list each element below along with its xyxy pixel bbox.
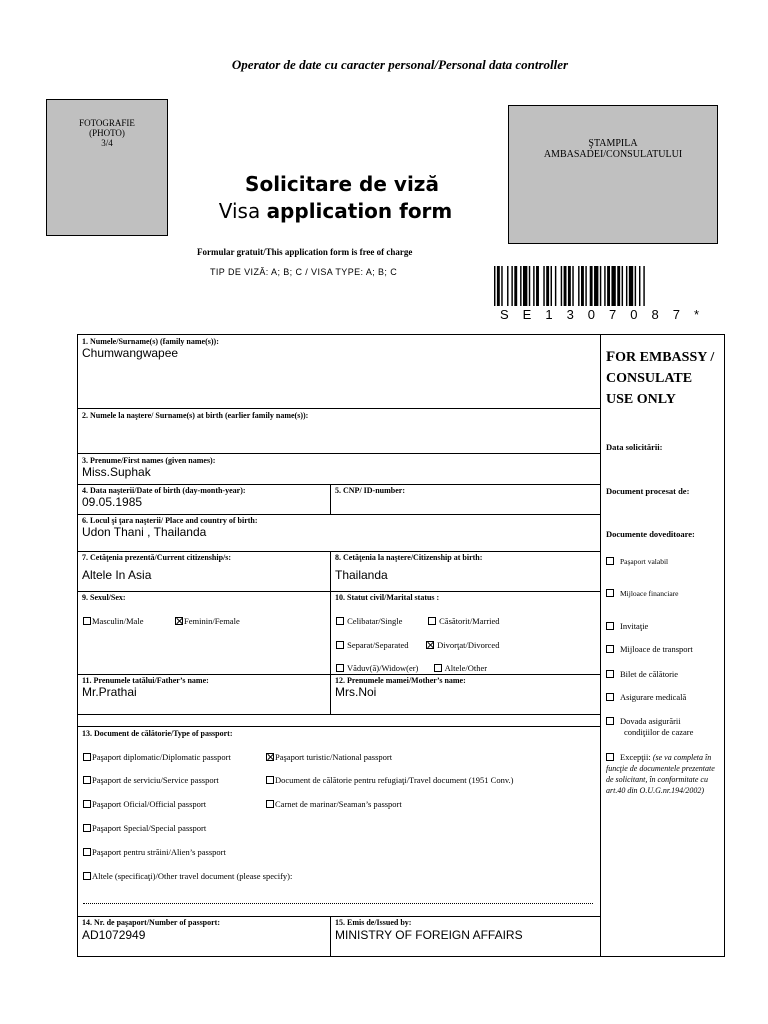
special-label: Paşaport Special/Special passport xyxy=(92,823,207,833)
father-name-value: Mr.Prathai xyxy=(82,685,137,699)
option-other-status[interactable] xyxy=(434,663,487,674)
barcode-bar xyxy=(629,266,633,306)
barcode-bar xyxy=(520,266,521,306)
exceptions-checkbox[interactable] xyxy=(606,753,614,761)
option-divorced[interactable] xyxy=(426,640,499,651)
alien-label: Paşaport pentru străini/Alien’s passport xyxy=(92,847,226,857)
diplomatic-label: Paşaport diplomatic/Diplomatic passport xyxy=(92,752,231,762)
option-accommodation[interactable] xyxy=(606,716,693,738)
current-citizenship-label: 7. Cetăţenia prezentă/Current citizenship/s: xyxy=(82,553,232,562)
passport-number-value: AD1072949 xyxy=(82,928,146,942)
barcode-bar xyxy=(564,266,567,306)
barcode-bar xyxy=(611,266,615,306)
surname-at-birth-label: 2. Numele la naştere/ Surname(s) at birth (earlier family name(s)): xyxy=(82,411,309,420)
other-document-dotted-line[interactable] xyxy=(83,903,593,904)
passport-type-label: 13. Document de călătorie/Type of passport: xyxy=(82,729,233,738)
medical-insurance-checkbox[interactable] xyxy=(606,693,614,701)
option-diplomatic-passport[interactable] xyxy=(83,752,231,763)
stamp-label-1: ŞTAMPILA xyxy=(588,138,638,149)
barcode-bar xyxy=(536,266,539,306)
date-of-birth-value: 09.05.1985 xyxy=(82,495,143,509)
transport-label: Mijloace de transport xyxy=(620,644,693,654)
mother-name-label: 12. Prenumele mamei/Mother’s name: xyxy=(335,676,466,685)
cnp-label: 5. CNP/ ID-number: xyxy=(335,486,405,495)
place-of-birth-value: Udon Thani , Thailanda xyxy=(82,525,207,539)
national-label: Paşaport turistic/National passport xyxy=(275,752,393,762)
embassy-title-line1: OR EMBASSY / xyxy=(615,350,715,365)
issued-by-label: 15. Emis de/Issued by: xyxy=(335,918,412,927)
separated-checkbox[interactable] xyxy=(336,641,344,649)
option-official-passport[interactable] xyxy=(83,799,206,810)
option-male[interactable] xyxy=(83,616,143,627)
surname-label: 1. Numele/Surname(s) (family name(s)): xyxy=(82,337,219,346)
barcode-bar xyxy=(607,266,610,306)
barcode-bar xyxy=(581,266,584,306)
option-separated[interactable] xyxy=(336,640,408,651)
widow-label: Văduv(ă)/Widow(er) xyxy=(346,663,419,673)
option-financial-means[interactable] xyxy=(606,588,679,599)
option-invitation[interactable] xyxy=(606,621,648,632)
option-ticket[interactable] xyxy=(606,669,678,680)
exceptions-label: Excepţii: xyxy=(620,752,651,762)
field-surname-at-birth[interactable] xyxy=(78,409,601,454)
option-seaman-passport[interactable] xyxy=(266,799,402,810)
marital-status-label: 10. Statut civil/Marital status : xyxy=(335,593,440,602)
medical-insurance-label: Asigurare medicală xyxy=(620,692,687,702)
photo-label-3: 3/4 xyxy=(101,138,113,148)
financial-means-label: Mijloace financiare xyxy=(620,589,679,598)
single-label: Celibatar/Single xyxy=(347,616,403,626)
barcode-bar xyxy=(529,266,530,306)
special-checkbox[interactable] xyxy=(83,824,91,832)
field-date-of-birth[interactable] xyxy=(78,485,331,515)
barcode-bar xyxy=(572,266,573,306)
valid-passport-label: Paşaport valabil xyxy=(620,557,669,566)
barcode-number: SE1307087* xyxy=(500,307,714,322)
sex-label: 9. Sexul/Sex: xyxy=(82,593,126,602)
ticket-checkbox[interactable] xyxy=(606,670,614,678)
current-citizenship-value: Altele In Asia xyxy=(82,568,152,582)
field-place-of-birth[interactable] xyxy=(78,515,601,552)
embassy-title-first-letter: F xyxy=(606,349,616,365)
application-date-label: Data solicitării: xyxy=(606,442,663,452)
supporting-documents-label: Documente doveditoare: xyxy=(606,529,695,539)
barcode-bar xyxy=(561,266,562,306)
field-first-names[interactable] xyxy=(78,454,601,485)
male-checkbox[interactable] xyxy=(83,617,91,625)
barcode-bar xyxy=(551,266,552,306)
field-cnp[interactable] xyxy=(331,485,601,515)
form-title-en xyxy=(0,199,671,223)
other-document-checkbox[interactable] xyxy=(83,872,91,880)
married-label: Căsătorit/Married xyxy=(439,616,500,626)
passport-number-label: 14. Nr. de paşaport/Number of passport: xyxy=(82,918,221,927)
divorced-checkbox[interactable] xyxy=(426,641,434,649)
invitation-checkbox[interactable] xyxy=(606,622,614,630)
option-transport[interactable] xyxy=(606,644,693,655)
barcode-bar xyxy=(497,266,500,306)
exceptions-note: (se va completa în funcţie de documentele prezentate de solicitant, în conformitate cu art.40 din O.U.G.nr.194/2002) xyxy=(606,753,715,795)
issued-by-value: MINISTRY OF FOREIGN AFFAIRS xyxy=(335,928,523,942)
free-of-charge-note: Formular gratuit/This application form is free of charge xyxy=(197,247,413,257)
application-form xyxy=(77,334,725,957)
embassy-use-column xyxy=(602,335,724,956)
barcode-bar xyxy=(622,266,623,306)
barcode-bar xyxy=(585,266,586,306)
barcode-bar xyxy=(514,266,517,306)
option-service-passport[interactable] xyxy=(83,775,219,786)
financial-means-checkbox[interactable] xyxy=(606,589,614,597)
barcode-bar xyxy=(617,266,620,306)
barcode-bar xyxy=(546,266,549,306)
stamp-label-2: AMBASADEI/CONSULATULUI xyxy=(543,149,683,160)
divorced-label: Divorţat/Divorced xyxy=(437,640,500,650)
female-label: Feminin/Female xyxy=(184,616,240,626)
surname-value: Chumwangwapee xyxy=(82,346,179,360)
embassy-title-line2: CONSULATE xyxy=(606,371,693,386)
transport-checkbox[interactable] xyxy=(606,645,614,653)
field-passport-number[interactable] xyxy=(78,917,331,957)
barcode-bar xyxy=(626,266,627,306)
seaman-checkbox[interactable] xyxy=(266,800,274,808)
valid-passport-checkbox[interactable] xyxy=(606,557,614,565)
other-status-label: Altele/Other xyxy=(444,663,488,673)
barcode-bar xyxy=(604,266,605,306)
field-passport-type xyxy=(78,727,601,917)
barcode-bar xyxy=(568,266,571,306)
citizenship-at-birth-label: 8. Cetăţenia la naştere/Citizenship at birth: xyxy=(335,553,483,562)
barcode-bar xyxy=(501,266,502,306)
barcode-bar xyxy=(578,266,579,306)
accommodation-label-2: condiţiilor de cazare xyxy=(624,727,694,737)
field-father-name[interactable] xyxy=(78,675,331,715)
title-en-bold: application form xyxy=(266,199,453,223)
refugee-checkbox[interactable] xyxy=(266,776,274,784)
first-names-label: 3. Prenume/First names (given names): xyxy=(82,456,216,465)
official-label: Paşaport Oficial/Official passport xyxy=(92,799,207,809)
field-surname[interactable] xyxy=(78,335,601,409)
option-married[interactable] xyxy=(428,616,500,627)
barcode-bar xyxy=(590,266,593,306)
option-female[interactable] xyxy=(175,616,240,627)
option-alien-passport[interactable] xyxy=(83,847,226,858)
barcode-bar xyxy=(600,266,601,306)
barcode-bar xyxy=(635,266,636,306)
embassy-title xyxy=(606,347,720,410)
field-sex xyxy=(78,592,331,675)
barcode-bar xyxy=(494,266,495,306)
single-checkbox[interactable] xyxy=(336,617,344,625)
field-issued-by[interactable] xyxy=(331,917,601,957)
form-title-ro: Solicitare de viză xyxy=(245,172,439,196)
national-checkbox[interactable] xyxy=(266,753,274,761)
service-checkbox[interactable] xyxy=(83,776,91,784)
ticket-label: Bilet de călătorie xyxy=(620,669,679,679)
invitation-label: Invitaţie xyxy=(620,621,649,631)
other-status-checkbox[interactable] xyxy=(434,664,442,672)
option-valid-passport[interactable] xyxy=(606,556,668,567)
official-checkbox[interactable] xyxy=(83,800,91,808)
option-other-document[interactable] xyxy=(83,871,292,882)
field-mother-name[interactable] xyxy=(331,675,601,715)
photo-label-2: (PHOTO) xyxy=(89,128,125,138)
barcode-bar xyxy=(594,266,598,306)
male-label: Masculin/Male xyxy=(92,616,144,626)
field-current-citizenship[interactable] xyxy=(78,552,331,592)
option-medical-insurance[interactable] xyxy=(606,692,686,703)
barcode-bar xyxy=(511,266,512,306)
option-special-passport[interactable] xyxy=(83,823,206,834)
barcode xyxy=(494,266,718,312)
processed-by-label: Document procesat de: xyxy=(606,486,690,496)
married-checkbox[interactable] xyxy=(428,617,436,625)
barcode-bar xyxy=(507,266,508,306)
place-of-birth-label: 6. Locul şi ţara naşterii/ Place and country of birth: xyxy=(82,516,258,525)
widow-checkbox[interactable] xyxy=(336,664,344,672)
field-marital-status xyxy=(331,592,601,675)
spacer-row xyxy=(78,715,601,727)
controller-heading: Operator de date cu caracter personal/Personal data controller xyxy=(231,57,569,72)
service-label: Paşaport de serviciu/Service passport xyxy=(92,775,219,785)
embassy-title-line3: USE ONLY xyxy=(606,392,676,407)
father-name-label: 11. Prenumele tatălui/Father’s name: xyxy=(82,676,209,685)
seaman-label: Carnet de marinar/Seaman’s passport xyxy=(275,799,402,809)
barcode-bar xyxy=(523,266,527,306)
barcode-bar xyxy=(533,266,534,306)
field-citizenship-at-birth[interactable] xyxy=(331,552,601,592)
mother-name-value: Mrs.Noi xyxy=(335,685,377,699)
separated-label: Separat/Separated xyxy=(347,640,409,650)
first-names-value: Miss.Suphak xyxy=(82,465,151,479)
refugee-label: Document de călătorie pentru refugiaţi/Travel document (1951 Conv.) xyxy=(275,775,514,785)
option-refugee-document[interactable] xyxy=(266,775,513,786)
barcode-bar xyxy=(643,266,644,306)
title-en-prefix: Visa xyxy=(218,199,261,223)
barcode-bar xyxy=(555,266,556,306)
option-single[interactable] xyxy=(336,616,402,627)
date-of-birth-label: 4. Data naşterii/Date of birth (day-month-year): xyxy=(82,486,246,495)
accommodation-checkbox[interactable] xyxy=(606,717,614,725)
female-checkbox[interactable] xyxy=(175,617,183,625)
barcode-bar xyxy=(639,266,640,306)
other-document-label: Altele (specificaţi)/Other travel document (please specify): xyxy=(92,871,293,881)
citizenship-at-birth-value: Thailanda xyxy=(335,568,388,582)
option-national-passport[interactable] xyxy=(266,752,392,763)
barcode-bar xyxy=(543,266,544,306)
diplomatic-checkbox[interactable] xyxy=(83,753,91,761)
option-exceptions[interactable] xyxy=(606,752,722,796)
visa-type-line: TIP DE VIZĂ: A; B; C / VISA TYPE: A; B; C xyxy=(210,267,398,277)
option-widow[interactable] xyxy=(336,663,418,674)
alien-checkbox[interactable] xyxy=(83,848,91,856)
accommodation-label-1: Dovada asigurării xyxy=(620,716,681,726)
photo-label-1: FOTOGRAFIE xyxy=(79,118,135,128)
